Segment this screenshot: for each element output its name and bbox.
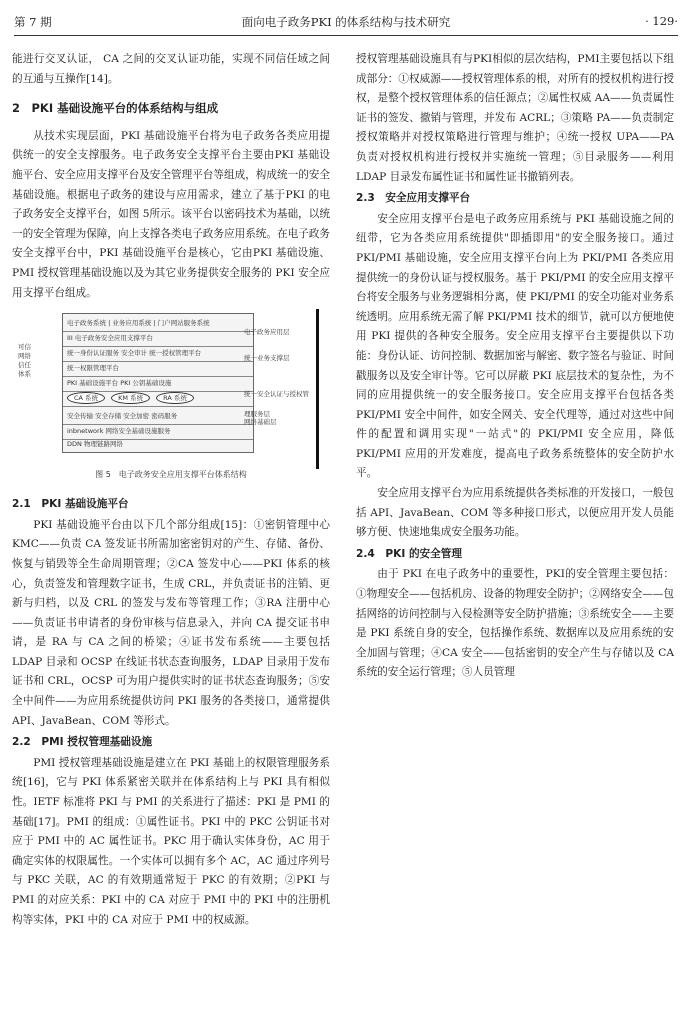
- figure-vertical-bar: [316, 309, 319, 469]
- figure-row: 统一权限管理平台: [63, 359, 253, 377]
- header-rule: [14, 35, 678, 36]
- figure-right-label: 统一业务支撑层: [244, 354, 290, 363]
- figure-right-label: 电子政务应用层: [244, 328, 290, 337]
- section-2-2-heading: 2.2 PMI 授权管理基础设施: [12, 736, 153, 749]
- right-column: [356, 50, 674, 683]
- figure-right-label: 网络基础层: [244, 418, 277, 427]
- section-2-paragraph: 从技术实现层面，PKI 基础设施平台将为电子政务各类应用提供统一的安全支撑服务。电子政务安全支撑平台主要由PKI 基础设施平台、安全应用支撑平台及安全管理平台等组成，构成统一的安全基础设施。根据电子政务的建设与应用需求，建立了基于PKI 的电子政务安全支撑平台，如图 5所示。该平台以密码技术为基础，以统一的安全管理为保障，向上支撑各类电子政务应用系统。在电子政务安全支撑平台中，PKI 基础设施平台是核心，它由PKI 基础设施、PMI 授权管理基础设施以及为其它业务提供安全服务的 PKI 安全应用支撑平台组成。: [12, 129, 330, 299]
- section-2-4-paragraph: 由于 PKI 在电子政务中的重要性，PKI的安全管理主要包括：①物理安全——包括机房、设备的物理安全防护；②网络安全——包括网络的访问控制与入侵检测等安全防护措施；③系统安全——主要是 PKI 系统自身的安全，包括操作系统、数据库以及应用系统的安全加固与管理；④CA 安全——包括密钥的安全产生与存储以及 CA 系统的安全运行管理；⑤人员管理: [356, 568, 674, 679]
- section-2-1-heading: 2.1 PKI 基础设施平台: [12, 498, 129, 511]
- page-number: · 129·: [645, 14, 678, 28]
- section-2-3-paragraph-1: 安全应用支撑平台是电子政务应用系统与 PKI 基础设施之间的纽带，它为各类应用系统提供"即插即用"的安全服务接口。通过 PKI/PMI 基础设施，安全应用支撑平台向上为 PKI/PMI 各类应用提供统一的身份认证与授权服务。基于 PKI/PMI 的安全应用支撑平台将安全服务与业务逻辑相分离，使 PKI/PMI 的安全功能对业务系统透明。应用系统无需了解 PKI/PMI 技术的细节，就可以方便地使用 PKI 提供的各种安全服务。安全应用支撑平台主要提供以下功能：身份认证、访问控制、数据加密与解密、数字签名与验证、时间戳服务以及安全审计等。它可以屏蔽 PKI 底层技术的复杂性，为不同的应用提供统一的安全服务接口。安全应用支撑平台包括各类 PKI/PMI 安全中间件，如安全网关、安全代理等，通过对这些中间件的配置和调用实现"一站式"的 PKI/PMI 安全应用，降低 PKI/PMI 应用的开发难度，提高电子政务系统整体的安全防护水平。: [356, 212, 674, 480]
- section-2-3-heading: 2.3 安全应用支撑平台: [356, 192, 471, 205]
- km-ellipse: KM 系统: [111, 392, 150, 404]
- figure-right-label: 统一安全认证与授权管理服务层: [244, 390, 309, 418]
- figure-caption: 图 5 电子政务安全应用支撑平台体系结构: [95, 470, 247, 480]
- figure-row: III 电子政务安全应用支撑平台: [63, 329, 253, 347]
- running-header: [14, 14, 678, 32]
- section-2-4-heading: 2.4 PKI 的安全管理: [356, 547, 462, 560]
- section-2-heading: 2 PKI 基础设施平台的体系结构与组成: [12, 101, 219, 116]
- left-column: [12, 50, 330, 930]
- issue-number: 第 7 期: [14, 15, 52, 29]
- intro-paragraph: 能进行交叉认证， CA 之间的交叉认证功能，实现不同信任域之间的互通与互操作[14]。: [12, 53, 330, 85]
- figure-side-labels: 可信 网络 信任 体系: [18, 343, 31, 379]
- figure-row: 统一身份认证服务 安全审计 统一授权管理平台: [63, 344, 253, 362]
- section-2-2-continued: 授权管理基础设施具有与PKI相似的层次结构，PMI主要包括以下组成部分：①权威源——授权管理体系的根，对所有的授权机构进行授权，是整个授权管理体系的信任源点；②属性权威 AA——负责属性证书的签发、撤销与管理，并发布 ACRL；③策略 PA——负责制定授权策略并对授权策略进行管理与维护；④统一授权 UPA——PA 负责对授权机构进行授权并实施统一管理；⑤目录服务——利用 LDAP 目录发布属性证书和属性证书撤销列表。: [356, 53, 674, 183]
- figure-row-ellipses: [63, 389, 253, 407]
- figure-row: 电子政务系统 | 业务应用系统 | 门户网站服务系统: [63, 314, 253, 332]
- section-2-2-paragraph: PMI 授权管理基础设施是建立在 PKI 基础上的权限管理服务系统[16]，它与 PKI 体系紧密关联并在体系结构上与 PKI 具有相似性。IETF 标准将 PKI 与 PMI 的关系进行了描述：PKI 是 PMI 的基础[17]。PMI 的组成：①属性证书。PKI 中的 PKC 公钥证书对应于 PMI 中的 AC 属性证书。PKC 用于确认实体身份，AC 用于确定实体的权限属性。一个实体可以拥有多个 AC，AC 通过序列号与 PKC 关联，AC 的有效期通常短于 PKC 的有效期；②PKI 与 PMI 的对应关系：PKI 中的 CA 对应于 PMI 中的 PKI 中的注册机构等实体，PKI 中的 CA 对应于 PMI 中的权威源。: [12, 756, 330, 926]
- section-2-1-paragraph: PKI 基础设施平台由以下几个部分组成[15]：①密钥管理中心 KMC——负责 CA 签发证书所需加密密钥对的产生、存储、备份、恢复与销毁等全生命周期管理；②CA 签发中心——PKI 体系的核心，负责签发和管理数字证书，生成 CRL，并负责证书的注销、更新与归档，以及 CRL 的签发与发布等管理工作；③RA 注册中心——负责证书申请者的身份审核与信息录入，并向 CA 提交证书申请，是 RA 与 CA 之间的桥梁；④证书发布系统——主要包括 LDAP 目录和 OCSP 在线证书状态查询服务，LDAP 目录用于发布证书和 CRL，OCSP 可为用户提供实时的证书状态查询服务；⑤安全中间件——为应用系统提供访问 PKI 服务的各类接口，通常提供 API、JavaBean、COM 等形式。: [12, 518, 330, 727]
- figure-row: PKI 基础设施平台 PKI 公钥基础设施: [63, 374, 253, 392]
- figure-row: DDN 物理链路网络: [67, 440, 123, 449]
- figure-5: [12, 309, 330, 491]
- ra-ellipse: RA 系统: [156, 392, 194, 404]
- figure-row: inbnetwork 网络安全基础设施服务: [63, 422, 253, 440]
- ca-ellipse: CA 系统: [67, 392, 105, 404]
- section-2-3-paragraph-2: 安全应用支撑平台为应用系统提供各类标准的开发接口，一般包括 API、JavaBean、COM 等多种接口形式，以便应用开发人员能够方便、快速地集成安全服务功能。: [356, 487, 674, 539]
- journal-title: 面向电子政务PKI 的体系结构与技术研究: [241, 15, 451, 29]
- figure-diagram-box: [62, 313, 254, 453]
- figure-row: 安全传输 安全存储 安全加密 密码服务: [63, 407, 253, 425]
